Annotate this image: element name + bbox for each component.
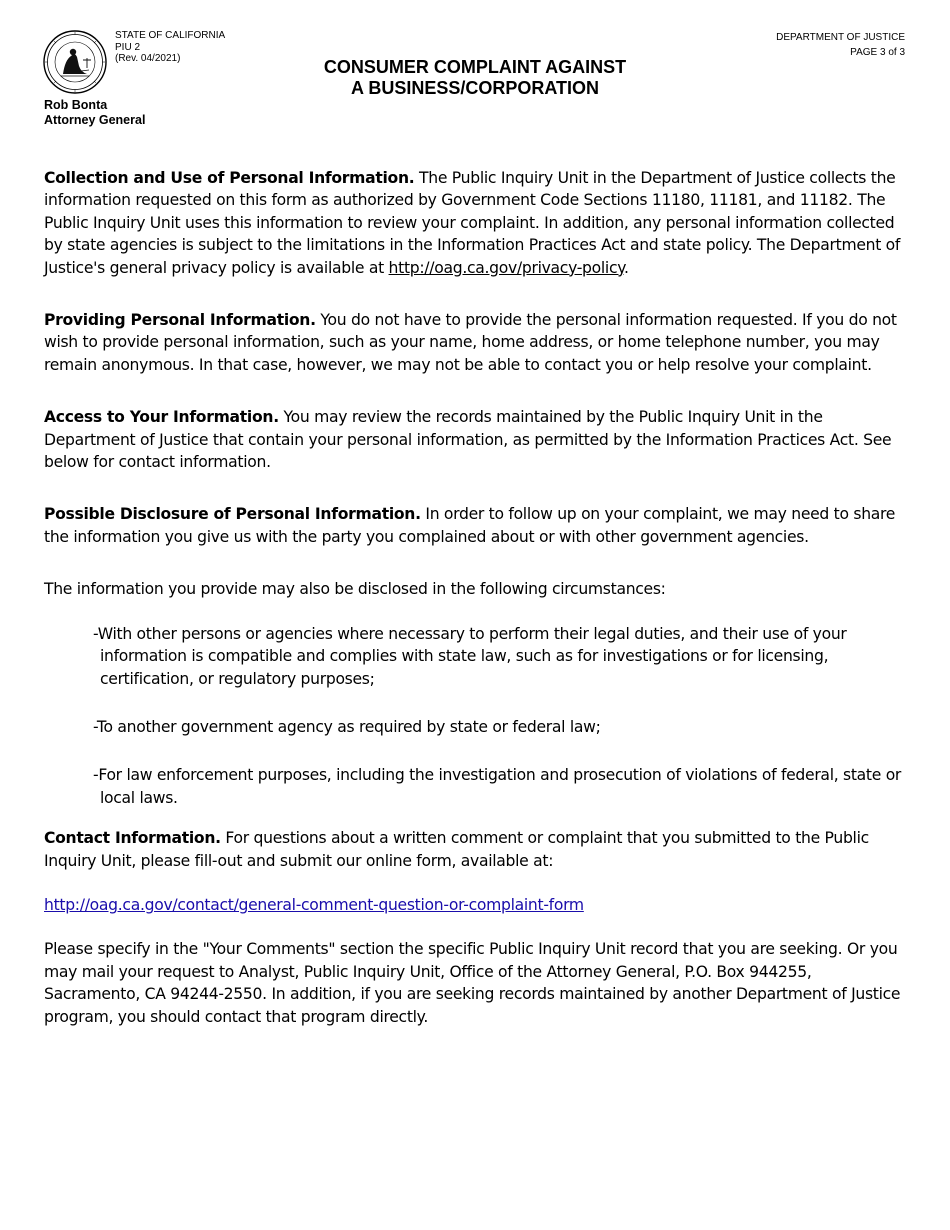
title-line-2: A BUSINESS/CORPORATION [350, 78, 600, 98]
access-heading: Access to Your Information. [44, 408, 279, 427]
access-text: You may review the records maintained by the Public Inquiry Unit in the Department of Justice that contain your personal information, as permitted by the Information Practices Act. See below for contact information. [44, 408, 892, 472]
disclosure-section [44, 503, 910, 548]
circumstance-item: -To another government agency as required by state or federal law; [93, 717, 601, 736]
disclosure-heading: Possible Disclosure of Personal Information. [44, 505, 421, 524]
access-section [44, 406, 910, 473]
department-block [776, 30, 905, 60]
title-line-1: CONSUMER COMPLAINT AGAINST [323, 57, 627, 77]
ag-name: Rob Bonta [44, 98, 108, 112]
providing-text: You do not have to provide the personal information requested. If you do not wish to provide personal information, such as your name, home address, or home telephone number, you may remain anonymous. In that case, however, we may not be able to contact you or help resolve your complaint. [44, 311, 897, 374]
privacy-policy-link[interactable]: http://oag.ca.gov/privacy-policy [388, 258, 624, 277]
collection-heading: Collection and Use of Personal Information. [44, 169, 415, 187]
state-label: STATE OF CALIFORNIA [115, 30, 226, 41]
page-number: PAGE 3 of 3 [850, 47, 905, 58]
circumstance-item: -For law enforcement purposes, including the investigation and prosecution of violations of federal, state or local laws. [93, 766, 902, 807]
ag-title: Attorney General [44, 113, 146, 127]
revision-date: (Rev. 04/2021) [115, 53, 181, 64]
collection-section [44, 167, 910, 279]
providing-section [44, 309, 910, 376]
department-label: DEPARTMENT OF JUSTICE [776, 32, 905, 43]
disclosure-text: In order to follow up on your complaint, we may need to share the information you give us with the party you complained about or with other government agencies. [44, 505, 896, 546]
privacy-notice [44, 167, 910, 1058]
attorney-general-block [44, 98, 145, 128]
providing-heading: Providing Personal Information. [44, 311, 316, 330]
contact-section [44, 827, 910, 872]
complaint-form-link[interactable]: http://oag.ca.gov/contact/general-comment-question-or-complaint-form [44, 895, 584, 914]
closing-paragraph: Please specify in the "Your Comments" section the specific Public Inquiry Unit record that you are seeking. Or you may mail your request to Analyst, Public Inquiry Unit, Office of the Attorney General, P.O. Box 944255, Sacramento, CA 94244-2550. In addition, if you are seeking records maintained by another Department of Justice program, you should contact that program directly. [44, 940, 901, 1026]
contact-text: For questions about a written comment or complaint that you submitted to the Public Inquiry Unit, please fill-out and submit our online form, available at: [44, 829, 869, 870]
circumstance-item: -With other persons or agencies where necessary to perform their legal duties, and their use of your information is compatible and complies with state law, such as for investigations or for licensing, certification, or regulatory purposes; [93, 624, 847, 688]
form-title [0, 57, 950, 99]
collection-text: The Public Inquiry Unit in the Department of Justice collects the information requested on this form as authorized by Government Code Sections 11180, 11181, and 11182. The Public Inquiry Unit uses this information to review your complaint. In addition, any personal information collected by state agencies is subject to the limitations in the Information Practices Act and state policy. The Department of Justice's general privacy policy is available at [44, 169, 901, 277]
complaint-form-link-paragraph [44, 894, 910, 916]
form-id: PIU 2 [115, 41, 141, 53]
collection-end: . [623, 258, 629, 277]
contact-heading: Contact Information. [44, 829, 221, 848]
circumstances-intro: The information you provide may also be disclosed in the following circumstances: [44, 580, 666, 599]
